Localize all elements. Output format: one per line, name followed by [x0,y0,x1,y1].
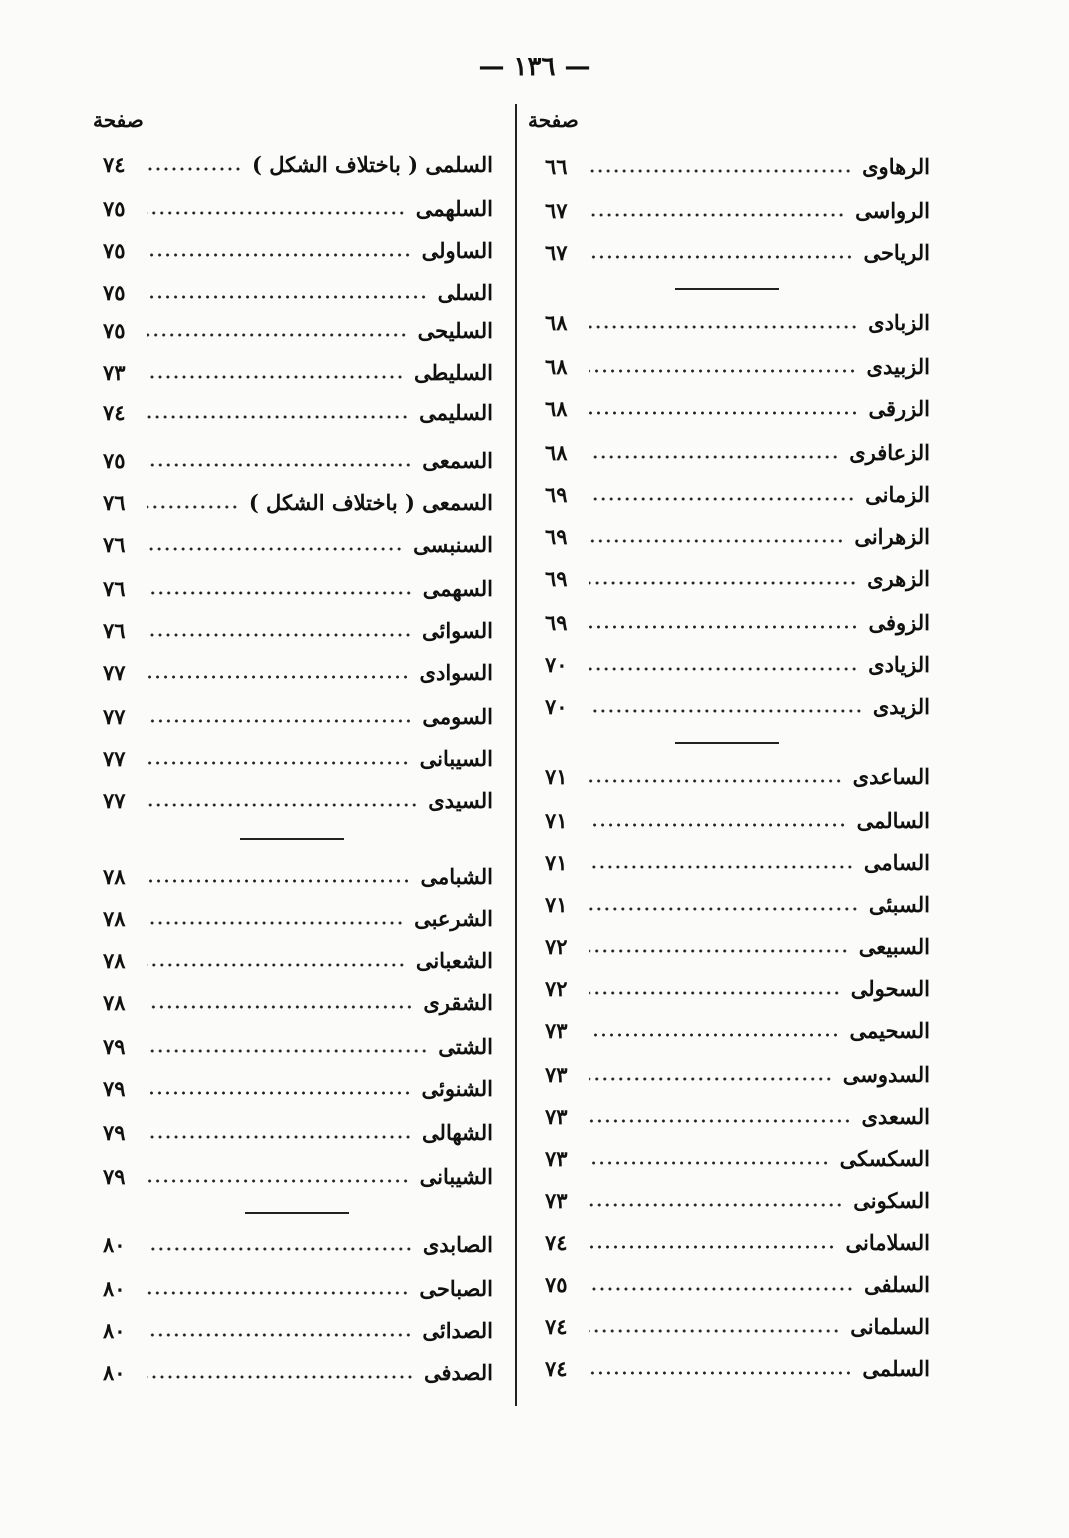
leader-dots [147,415,409,419]
leader-dots [147,1049,428,1053]
index-entry [103,1271,493,1305]
index-entry [103,233,493,267]
index-entry [545,845,930,879]
leader-dots [147,591,413,595]
entry-page: ٧٠ [545,693,568,719]
index-entry [103,1071,493,1105]
entry-page: ٧٠ [545,651,568,677]
index-entry [545,1309,930,1343]
leader-dots [147,167,242,171]
leader-dots [147,963,406,967]
leader-dots [589,369,857,373]
index-entry [545,1013,930,1047]
index-entry [545,235,930,269]
entry-page: ٧٨ [103,905,126,931]
leader-dots [147,1375,414,1379]
entry-page: ٧٧ [103,787,126,813]
entry-page: ٧٣ [545,1145,568,1171]
entry-name: الشبامى [420,863,493,889]
entry-name: السدوسى [842,1061,930,1087]
entry-name: السلى [437,279,493,305]
entry-name: السلامانى [845,1229,930,1255]
leader-dots [589,169,852,173]
index-entry [103,1029,493,1063]
entry-name: السكونى [853,1187,930,1213]
entry-name: السيبانى [419,745,493,771]
entry-page: ٧٣ [545,1187,568,1213]
leader-dots [589,325,858,329]
index-entry [545,971,930,1005]
index-entry [103,191,493,225]
entry-page: ٦٩ [545,523,568,549]
entry-name: الساعدى [852,763,930,789]
entry-page: ٧٣ [103,359,126,385]
entry-name: الصدائى [422,1317,493,1343]
index-entry [545,149,930,183]
entry-page: ٧٨ [103,863,126,889]
entry-page: ٨٠ [103,1231,126,1257]
entry-page: ٧٣ [545,1103,568,1129]
index-entry [103,485,493,519]
entry-name: الزبيدى [866,353,930,379]
entry-page: ٨٠ [103,1317,126,1343]
index-entry [545,605,930,639]
leader-dots [147,1333,412,1337]
leader-dots [589,1033,839,1037]
index-entry [545,647,930,681]
index-entry [103,275,493,309]
entry-page: ٧٤ [545,1313,568,1339]
leader-dots [147,1091,411,1095]
entry-name: السلهمى [415,195,493,221]
entry-page: ٦٨ [545,439,568,465]
index-entry [103,1159,493,1193]
entry-name: السبئى [868,891,930,917]
entry-name: السامى [863,849,930,875]
index-entry [103,741,493,775]
entry-page: ٦٧ [545,239,568,265]
leader-dots [589,949,849,953]
leader-dots [589,1245,836,1249]
entry-page: ٧٢ [545,975,568,1001]
entry-page: ٧٣ [545,1061,568,1087]
index-entry [545,519,930,553]
entry-name: السلفى [863,1271,930,1297]
entry-name: الشتى [438,1033,493,1059]
entry-page: ٧٨ [103,947,126,973]
entry-name: الشهالى [422,1119,493,1145]
leader-dots [147,675,410,679]
index-entry [103,783,493,817]
leader-dots [589,1287,854,1291]
leader-dots [589,1371,852,1375]
leader-dots [589,991,841,995]
leader-dots [589,1203,843,1207]
entry-page: ٧١ [545,891,568,917]
entry-page: ٧٩ [103,1163,126,1189]
index-entry [103,1115,493,1149]
entry-page: ٧٩ [103,1119,126,1145]
entry-name: الزرقى [868,395,930,421]
entry-page: ٨٠ [103,1359,126,1385]
right-column-header: صفحة [528,108,579,132]
entry-page: ٧٤ [545,1355,568,1381]
entry-name: السلمى ( باختلاف الشكل ) [251,151,493,177]
entry-name: السبيعى [858,933,930,959]
leader-dots [589,497,855,501]
section-divider [240,838,344,840]
index-entry [545,689,930,723]
leader-dots [589,907,859,911]
leader-dots [147,375,404,379]
entry-name: السالمى [856,807,930,833]
entry-page: ٧٨ [103,989,126,1015]
entry-name: الزوفى [868,609,930,635]
column-divider [515,104,517,1406]
index-entry [103,395,493,429]
index-entry [545,1225,930,1259]
entry-name: السهمى [422,575,493,601]
index-entry [545,1099,930,1133]
entry-name: الزيدى [872,693,930,719]
index-entry [103,699,493,733]
leader-dots [147,505,239,509]
leader-dots [589,213,845,217]
entry-page: ٧٦ [103,617,126,643]
index-entry [103,985,493,1019]
entry-page: ٦٩ [545,481,568,507]
index-entry [103,901,493,935]
entry-page: ٦٩ [545,609,568,635]
entry-name: الزيادى [868,651,930,677]
leader-dots [589,255,853,259]
entry-page: ٦٧ [545,197,568,223]
index-entry [103,1227,493,1261]
entry-page: ٧٥ [103,195,126,221]
leader-dots [147,1005,413,1009]
leader-dots [589,411,858,415]
entry-name: الشعبانى [415,947,493,973]
entry-page: ٧٧ [103,659,126,685]
entry-page: ٧٣ [545,1017,568,1043]
entry-page: ٧٤ [103,151,126,177]
leader-dots [147,719,412,723]
leader-dots [147,879,411,883]
leader-dots [589,1077,833,1081]
entry-name: الصدفى [423,1359,493,1385]
leader-dots [589,823,847,827]
index-entry [103,443,493,477]
entry-page: ٧٥ [545,1271,568,1297]
entry-name: الشقرى [423,989,493,1015]
left-column-header: صفحة [93,108,144,132]
entry-name: الشرعبى [414,905,493,931]
index-entry [103,943,493,977]
entry-name: السليمى [419,399,493,425]
entry-page: ٦٦ [545,153,568,179]
entry-name: السنبسى [413,531,493,557]
entry-page: ٧١ [545,763,568,789]
index-entry [103,613,493,647]
index-entry [545,803,930,837]
entry-name: الزهرانى [854,523,930,549]
entry-page: ٧٢ [545,933,568,959]
entry-name: السمعى ( باختلاف الشكل ) [248,489,493,515]
leader-dots [589,1161,830,1165]
leader-dots [589,779,843,783]
index-entry [545,1351,930,1385]
entry-page: ٧٩ [103,1075,126,1101]
page-number: — ١٣٦ — [478,52,591,82]
leader-dots [147,253,412,257]
entry-page: ٧٤ [103,399,126,425]
index-entry [103,655,493,689]
entry-name: الزمانى [865,481,930,507]
entry-name: الرواسى [855,197,930,223]
entry-page: ٦٨ [545,395,568,421]
index-entry [545,887,930,921]
leader-dots [589,455,839,459]
leader-dots [147,295,428,299]
index-entry [545,391,930,425]
leader-dots [147,1291,409,1295]
leader-dots [589,709,863,713]
entry-name: السلمى [862,1355,930,1381]
entry-name: الساولى [421,237,493,263]
entry-name: السحيمى [849,1017,930,1043]
entry-page: ٧٦ [103,531,126,557]
entry-page: ٧٥ [103,279,126,305]
index-entry [103,147,493,181]
entry-page: ٧٤ [545,1229,568,1255]
entry-name: الصباحى [419,1275,493,1301]
leader-dots [147,1135,412,1139]
entry-page: ٨٠ [103,1275,126,1301]
index-entry [545,477,930,511]
index-entry [545,759,930,793]
leader-dots [589,625,858,629]
entry-name: السومى [422,703,493,729]
entry-page: ٦٩ [545,565,568,591]
leader-dots [589,1329,840,1333]
index-entry [545,1141,930,1175]
entry-name: الشيبانى [419,1163,493,1189]
entry-name: الزعافرى [849,439,930,465]
entry-page: ٦٨ [545,353,568,379]
entry-name: السلمانى [850,1313,930,1339]
leader-dots [589,667,858,671]
entry-name: السمعى [422,447,493,473]
index-entry [103,355,493,389]
entry-name: الزبادى [868,309,930,335]
entry-name: السكسكى [839,1145,930,1171]
entry-name: السعدى [861,1103,930,1129]
entry-page: ٧٦ [103,575,126,601]
section-divider [675,288,779,290]
leader-dots [147,921,404,925]
index-entry [545,1057,930,1091]
index-entry [103,527,493,561]
leader-dots [147,333,408,337]
entry-name: السوادى [419,659,493,685]
index-entry [545,561,930,595]
entry-page: ٧١ [545,807,568,833]
leader-dots [147,761,410,765]
index-entry [545,1267,930,1301]
index-entry [103,1355,493,1389]
index-entry [103,1313,493,1347]
leader-dots [147,1247,413,1251]
entry-page: ٧٧ [103,745,126,771]
entry-page: ٧٩ [103,1033,126,1059]
leader-dots [147,547,403,551]
entry-name: الزهرى [867,565,930,591]
entry-page: ٧١ [545,849,568,875]
entry-page: ٧٦ [103,489,126,515]
section-divider [675,742,779,744]
entry-name: السوائى [422,617,493,643]
entry-page: ٧٥ [103,237,126,263]
index-entry [545,349,930,383]
entry-page: ٦٨ [545,309,568,335]
index-entry [545,1183,930,1217]
leader-dots [589,1119,851,1123]
index-entry [545,193,930,227]
entry-name: الصابدى [422,1231,493,1257]
entry-page: ٧٧ [103,703,126,729]
leader-dots [147,1179,410,1183]
leader-dots [147,803,418,807]
index-entry [103,859,493,893]
index-entry [545,305,930,339]
index-entry [103,571,493,605]
leader-dots [589,539,844,543]
leader-dots [147,463,412,467]
entry-page: ٧٥ [103,447,126,473]
leader-dots [147,211,406,215]
entry-page: ٧٥ [103,317,126,343]
entry-name: الرياحى [863,239,930,265]
leader-dots [589,581,857,585]
entry-name: السحولى [850,975,930,1001]
entry-name: السيدى [428,787,493,813]
index-entry [545,929,930,963]
entry-name: السليحى [417,317,493,343]
entry-name: الرهاوى [862,153,930,179]
section-divider [245,1212,349,1214]
index-entry [103,313,493,347]
entry-name: السليطى [414,359,493,385]
index-entry [545,435,930,469]
entry-name: الشنوئى [421,1075,493,1101]
leader-dots [147,633,412,637]
leader-dots [589,865,854,869]
